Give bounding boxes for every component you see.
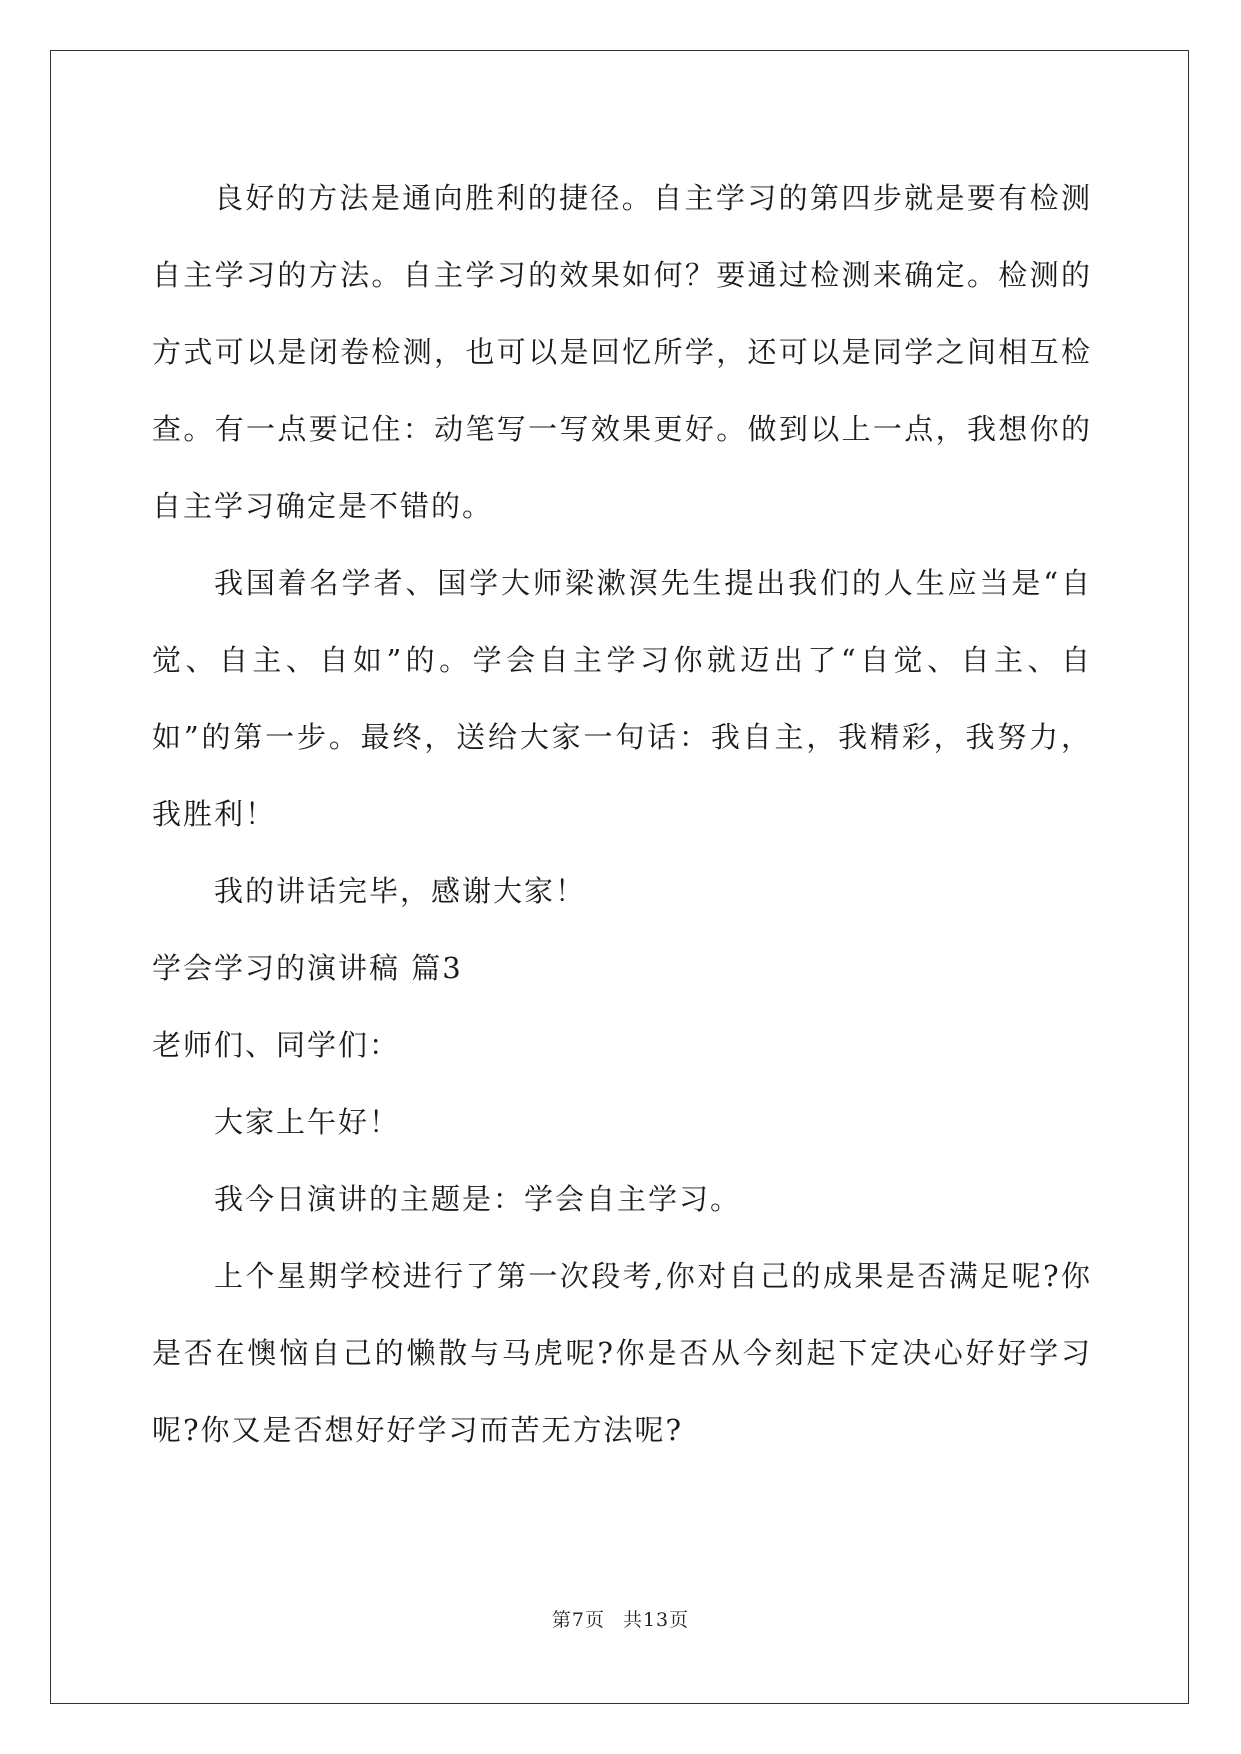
document-body	[152, 160, 1092, 1469]
section-heading: 学会学习的演讲稿 篇3	[152, 951, 463, 985]
paragraph-closing: 我的讲话完毕，感谢大家！	[214, 874, 587, 908]
paragraph-exam: 上个星期学校进行了第一次段考,你对自己的成果是否满足呢?你是否在懊恼自己的懒散与马虎呢?你是否从今刻起下定决心好好学习呢?你又是否想好好学习而苦无方法呢?	[152, 1259, 1092, 1447]
salutation: 老师们、同学们：	[152, 1028, 401, 1062]
page-footer	[0, 1605, 1241, 1632]
greeting: 大家上午好！	[214, 1105, 401, 1139]
paragraph-liang-shuming: 我国着名学者、国学大师梁漱溟先生提出我们的人生应当是“自觉、自主、自如”的。学会自主学习你就迈出了“自觉、自主、自如”的第一步。最终，送给大家一句话：我自主，我精彩，我努力，我胜利！	[152, 566, 1092, 831]
page-number: 第7页	[551, 1609, 605, 1631]
speech-topic: 我今日演讲的主题是：学会自主学习。	[214, 1182, 742, 1216]
paragraph-method: 良好的方法是通向胜利的捷径。自主学习的第四步就是要有检测自主学习的方法。自主学习的效果如何？要通过检测来确定。检测的方式可以是闭卷检测，也可以是回忆所学，还可以是同学之间相互检查。有一点要记住：动笔写一写效果更好。做到以上一点，我想你的自主学习确定是不错的。	[152, 181, 1092, 523]
page-total: 共13页	[622, 1609, 690, 1631]
